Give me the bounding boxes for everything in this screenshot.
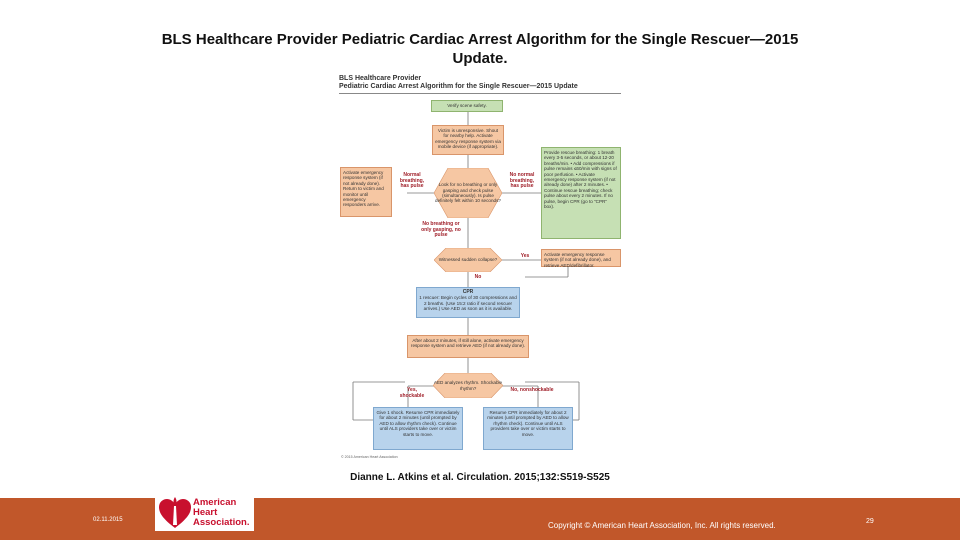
page-number: 29 xyxy=(866,518,874,525)
label-yes: Yes xyxy=(520,253,530,259)
rescue-breathing-box: Provide rescue breathing: 1 breath every 3-5 seconds, or about 12-20 breaths/min. • Add compressions if pulse remains ≤60/min with signs of poor perfusion. • Activate emergency response system (if not already done) after 2 minutes. • Continue rescue breathing; check pulse about every 2 minutes. If no pulse, begin CPR (go to "CPR" box). xyxy=(541,147,621,239)
cpr-title: CPR xyxy=(462,289,474,295)
cpr-body: 1 rescuer: Begin cycles of 30 compressions and 2 breaths. (Use 15:2 ratio if second rescuer arrives.) Use AED as soon as it is available. xyxy=(419,295,517,312)
give-shock-box: Give 1 shock. Resume CPR immediately for about 2 minutes (until prompted by AED to allow rhythm check). Continue until ALS providers take over or victim starts to move. xyxy=(373,407,463,450)
figure-header-line1: BLS Healthcare Provider xyxy=(339,75,422,82)
slide-title: BLS Healthcare Provider Pediatric Cardiac Arrest Algorithm for the Single Rescuer—2015 Update. xyxy=(161,31,799,67)
footer-copyright: Copyright © American Heart Association, Inc. All rights reserved. xyxy=(548,521,776,530)
figure-header-line2: Pediatric Cardiac Arrest Algorithm for the Single Rescuer—2015 Update xyxy=(339,83,578,90)
label-no: No xyxy=(474,274,482,280)
label-no-normal-breathing: No normal breathing, has pulse xyxy=(509,172,535,190)
witnessed-diamond-text: Witnessed sudden collapse? xyxy=(438,257,498,263)
footer-date: 02.11.2015 xyxy=(93,517,123,523)
label-no-breathing-no-pulse: No breathing or only gasping, no pulse xyxy=(421,221,461,239)
logo-line2: Heart xyxy=(193,507,218,518)
witnessed-collapse-diamond xyxy=(434,248,502,272)
activate-ems-right-box: Activate emergency response system (if not already done), and retrieve AED/defibrillator. xyxy=(541,249,621,267)
label-normal-breathing: Normal breathing, has pulse xyxy=(399,172,425,190)
citation: Dianne L. Atkins et al. Circulation. 2015;132:S519-S525 xyxy=(350,472,610,483)
label-no-nonshockable: No, nonshockable xyxy=(510,387,554,393)
after-two-minutes-box: After about 2 minutes, if still alone, activate emergency response system and retrieve AED (if not already done). xyxy=(407,335,529,358)
label-yes-shockable: Yes, shockable xyxy=(399,387,425,399)
assess-diamond-text: Look for no breathing or only gasping and check pulse (simultaneously). Is pulse definitely felt within 10 seconds? xyxy=(435,182,501,204)
assess-breathing-diamond xyxy=(434,168,502,218)
aha-logo xyxy=(155,495,254,531)
logo-wordmark xyxy=(193,498,250,528)
aed-rhythm-diamond xyxy=(433,373,503,398)
footer-bar xyxy=(0,498,960,540)
victim-unresponsive-box: Victim is unresponsive. Shout for nearby help. Activate emergency response system via mobile device (if appropriate). xyxy=(432,125,504,155)
figure-copyright: © 2015 American Heart Association xyxy=(341,455,398,459)
algorithm-figure xyxy=(335,70,625,465)
aed-diamond-text: AED analyzes rhythm. Shockable rhythm? xyxy=(433,380,503,391)
activate-ems-left-box: Activate emergency response system (if not already done). Return to victim and monitor until emergency responders arrive. xyxy=(340,167,392,217)
resume-cpr-box: Resume CPR immediately for about 2 minutes (until prompted by AED to allow rhythm check). Continue until ALS providers take over or victim starts to move. xyxy=(483,407,573,450)
cpr-box xyxy=(416,287,520,318)
verify-scene-box: Verify scene safety. xyxy=(431,100,503,112)
logo-line3: Association. xyxy=(193,517,250,528)
logo-line1: American xyxy=(193,497,237,508)
heart-torch-icon xyxy=(157,495,193,531)
